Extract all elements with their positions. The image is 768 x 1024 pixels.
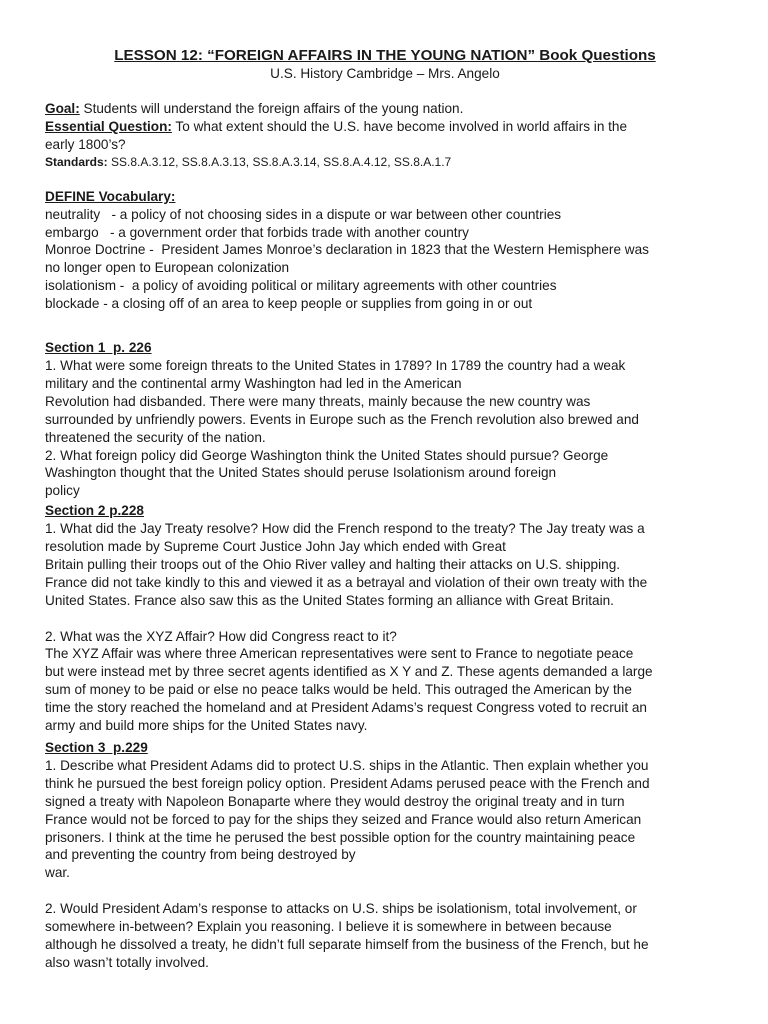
spacer <box>45 83 725 100</box>
section-line: somewhere in-between? Explain you reasoning. I believe it is somewhere in between because <box>45 919 612 935</box>
standards-line <box>45 154 725 170</box>
section-line: The XYZ Affair was where three American representatives were sent to France to negotiate peace <box>45 646 634 662</box>
vocabulary-line: isolationism - a policy of avoiding political or military agreements with other countries <box>45 278 557 294</box>
section-line: 2. Would President Adam’s response to attacks on U.S. ships be isolationism, total involvement, or <box>45 901 637 917</box>
section-2 <box>45 502 725 735</box>
section-line: Revolution had disbanded. There were many threats, mainly because the new country was <box>45 393 591 409</box>
essential-question-line: early 1800’s? <box>45 136 126 152</box>
section-line: signed a treaty with Napoleon Bonaparte where they would destroy the original treaty and in turn <box>45 793 625 809</box>
section-line: think he pursued the best foreign policy option. President Adams perused peace with the French and <box>45 775 650 791</box>
section-line: time the story reached the homeland and at President Adams’s request Congress voted to recruit an <box>45 700 647 716</box>
section-line: resolution made by Supreme Court Justice John Jay which ended with Great <box>45 539 506 555</box>
section-line-blank <box>45 610 725 628</box>
section-heading: Section 2 p.228 <box>45 503 144 519</box>
section-line: France would not be forced to pay for the ships they seized and France would also return American <box>45 811 642 827</box>
section-line: prisoners. I think at the time he perused the best possible option for the country maintaining peace <box>45 829 636 845</box>
vocabulary-line: neutrality - a policy of not choosing sides in a dispute or war between other countries <box>45 206 562 222</box>
section-line-blank <box>45 882 725 900</box>
section-line: United States. France also saw this as the United States forming an alliance with Great Britain. <box>45 592 614 608</box>
section-line: France did not take kindly to this and viewed it as a betrayal and violation of their own treaty with the <box>45 574 648 590</box>
section-1 <box>45 339 725 500</box>
section-line: sum of money to be paid or else no peace talks would be held. This outraged the American by the <box>45 682 632 698</box>
section-line: policy <box>45 483 80 499</box>
spacer <box>45 170 725 188</box>
section-line: 1. Describe what President Adams did to protect U.S. ships in the Atlantic. Then explain whether you <box>45 757 649 773</box>
standards-label: Standards: <box>45 154 108 169</box>
vocabulary-line: embargo - a government order that forbids trade with another country <box>45 224 469 240</box>
section-line: military and the continental army Washington had led in the American <box>45 375 462 391</box>
section-heading: Section 1 p. 226 <box>45 340 152 356</box>
section-line: and preventing the country from being destroyed by <box>45 847 356 863</box>
section-line: Britain pulling their troops out of the Ohio River valley and halting their attacks on U.S. shipping. <box>45 556 621 572</box>
standards-text: SS.8.A.3.12, SS.8.A.3.13, SS.8.A.3.14, SS.8.A.4.12, SS.8.A.1.7 <box>107 154 452 169</box>
vocabulary-block <box>45 188 725 313</box>
section-line: surrounded by unfriendly powers. Events in Europe such as the French revolution also brewed and <box>45 411 639 427</box>
section-line: army and build more ships for the United States navy. <box>45 718 368 734</box>
essential-question-line: To what extent should the U.S. have become involved in world affairs in the <box>171 118 628 134</box>
vocabulary-heading: DEFINE Vocabulary: <box>45 188 176 204</box>
section-line: war. <box>45 865 70 881</box>
section-line: but were instead met by three secret agents identified as X Y and Z. These agents demanded a large <box>45 664 653 680</box>
section-3 <box>45 739 725 972</box>
section-heading: Section 3 p.229 <box>45 739 148 755</box>
section-line: 1. What did the Jay Treaty resolve? How did the French respond to the treaty? The Jay treaty was a <box>45 521 645 537</box>
spacer <box>45 313 725 339</box>
goal-line <box>45 100 725 118</box>
vocabulary-line: Monroe Doctrine - President James Monroe’s declaration in 1823 that the Western Hemisphere was <box>45 242 649 258</box>
section-line: although he dissolved a treaty, he didn’t full separate himself from the business of the French, but he <box>45 936 649 952</box>
section-line: 1. What were some foreign threats to the United States in 1789? In 1789 the country had a weak <box>45 357 626 373</box>
section-line: also wasn’t totally involved. <box>45 954 209 970</box>
vocabulary-line: no longer open to European colonization <box>45 260 290 276</box>
section-line: 2. What was the XYZ Affair? How did Congress react to it? <box>45 628 397 644</box>
section-line: 2. What foreign policy did George Washington think the United States should pursue? George <box>45 447 609 463</box>
document-page <box>45 46 725 972</box>
section-line: Washington thought that the United States should peruse Isolationism around foreign <box>45 465 557 481</box>
goal-text: Students will understand the foreign affairs of the young nation. <box>79 101 464 116</box>
vocabulary-line: blockade - a closing off of an area to keep people or supplies from going in or out <box>45 296 533 312</box>
essential-question <box>45 118 725 154</box>
goal-label: Goal: <box>45 101 80 116</box>
essential-question-label: Essential Question: <box>45 118 172 134</box>
lesson-title: LESSON 12: “FOREIGN AFFAIRS IN THE YOUNG NATION” Book Questions <box>114 47 656 64</box>
course-subtitle: U.S. History Cambridge – Mrs. Angelo <box>270 66 500 81</box>
section-line: threatened the security of the nation. <box>45 429 266 445</box>
